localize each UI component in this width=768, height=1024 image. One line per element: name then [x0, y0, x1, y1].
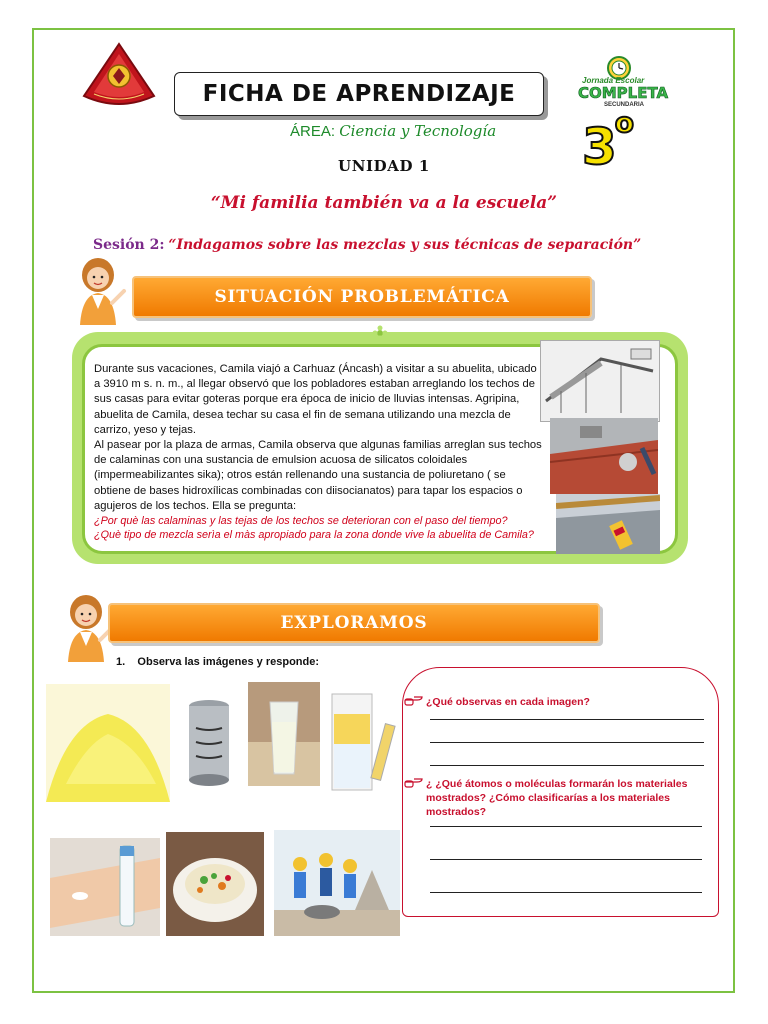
area-value: Ciencia y Tecnología	[339, 122, 497, 140]
situation-paragraph-1: Durante sus vacaciones, Camila viajó a Carhuaz (Áncash) a visitar a su abuelita, ubicado a 3910 m s. n. m., al llegar observó que los pobladores estaban arreglando los techos de sus casas para evitar goteras porque era época de inicio de lluvias intensas. Agripina, abuelita de Camila, desea techar su casa el fin de semana utilizando una mezcla de carrizo, yeso y tejas.	[94, 363, 537, 436]
answer-line	[430, 719, 704, 720]
area-line	[290, 122, 496, 140]
grade-suffix: o	[614, 106, 633, 140]
pointing-hand-icon	[404, 694, 424, 706]
situation-question-2: ¿Què tipo de mezcla serìa el màs apropiado para la zona donde vive la abuelita de Camila?	[94, 529, 534, 542]
jornada-logo	[574, 52, 669, 110]
page-title: FICHA DE APRENDIZAJE	[202, 81, 516, 107]
situation-text	[94, 362, 542, 542]
instruction-number: 1.	[116, 656, 126, 668]
instruction-text: Observa las imágenes y responde:	[137, 656, 320, 668]
title-box	[174, 72, 544, 116]
answer-line	[430, 742, 704, 743]
glass-drink-image	[248, 682, 320, 786]
motto: “Mi familia también va a la escuela”	[210, 193, 558, 213]
logo-line1: Jornada Escolar	[582, 76, 645, 85]
question-2: ¿ ¿Qué átomos o moléculas formarán los materiales mostrados? ¿Cómo clasificarías a los materiales mostrados?	[426, 778, 688, 818]
situation-banner: SITUACIÓN PROBLEMÁTICA	[132, 276, 592, 318]
pointing-hand-icon	[404, 776, 424, 788]
school-crest-icon	[80, 42, 158, 108]
answer-line	[430, 765, 704, 766]
answer-line	[430, 892, 702, 893]
session-title: “Indagamos sobre las mezclas y sus técnicas de separación”	[168, 237, 642, 253]
roof-diagram-image	[540, 340, 660, 422]
instruction	[116, 656, 319, 668]
unit-label: UNIDAD 1	[338, 157, 430, 175]
tin-can-image	[178, 688, 240, 796]
answer-line	[430, 826, 702, 827]
situation-paragraph-2: Al pasear por la plaza de armas, Camila observa que algunas familias arreglan sus techos de calaminas con una sustancia de emulsion acuosa de silicatos coloidales (impermeabilizantes sika); otros están rellenando una sustancia de poliuretano ( se obtiene de bases hidroxílicas combinadas con diisocianatos) para tapar los espacios o agujeros de los techos. Ella se pregunta:	[94, 439, 542, 512]
oil-water-image	[322, 684, 400, 798]
construction-workers-image	[274, 830, 400, 936]
answer-line	[430, 859, 702, 860]
session-label: Sesión 2:	[93, 237, 165, 253]
question-1: ¿Qué observas en cada imagen?	[426, 696, 590, 708]
salad-image	[166, 832, 264, 936]
roof-sealant-image	[556, 494, 660, 554]
logo-line2: COMPLETA	[578, 84, 669, 102]
session-line	[93, 236, 641, 253]
explore-banner: EXPLORAMOS	[108, 603, 600, 643]
skin-cream-image	[50, 838, 160, 936]
roof-painting-image	[550, 418, 658, 494]
sulfur-powder-image	[46, 684, 170, 802]
situation-question-1: ¿Por què las calaminas y las tejas de los techos se deterioran con el paso del tiempo?	[94, 515, 508, 528]
logo-line3: SECUNDARIA	[604, 102, 645, 108]
area-label: ÁREA:	[290, 123, 336, 140]
teacher-icon	[70, 255, 128, 325]
flower-ornament-icon	[372, 325, 388, 341]
grade-number: 3	[582, 118, 615, 176]
